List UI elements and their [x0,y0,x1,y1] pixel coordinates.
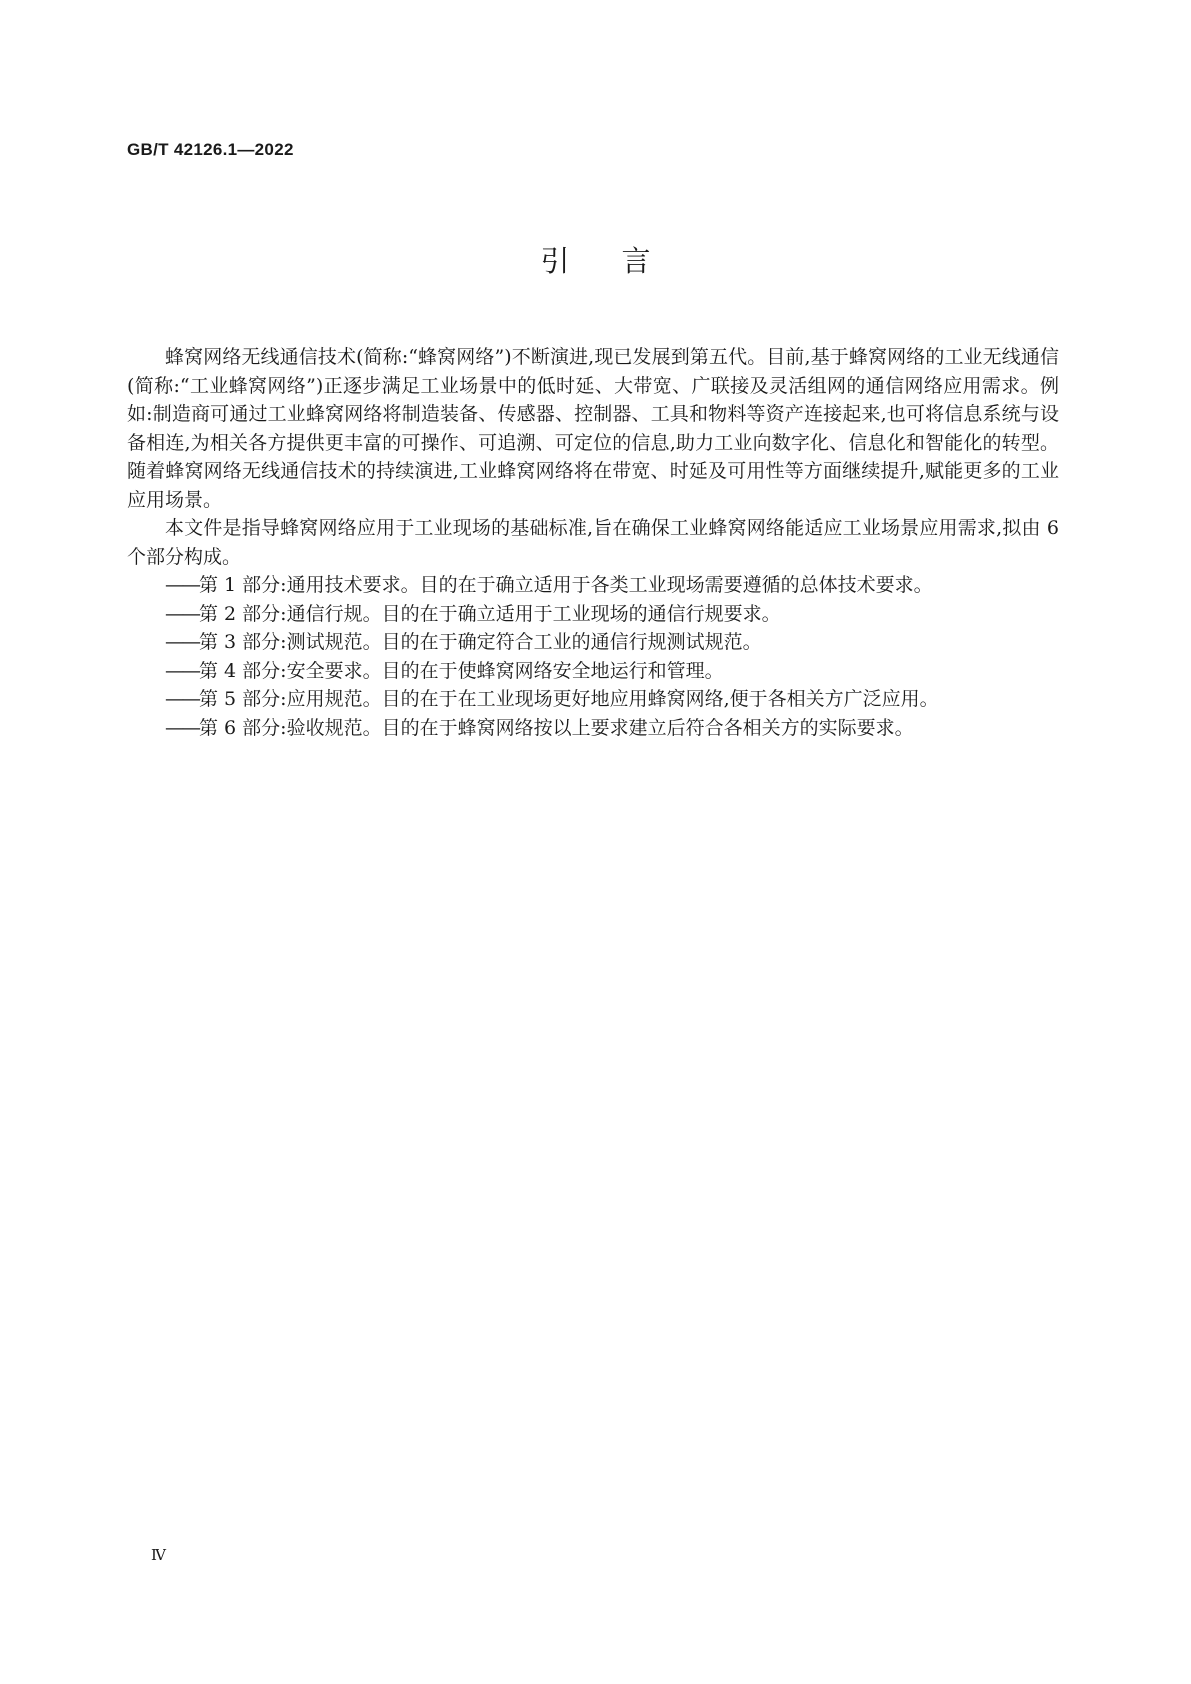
list-item-text: 第 6 部分:验收规范。目的在于蜂窝网络按以上要求建立后符合各相关方的实际要求。 [199,716,914,739]
list-item-text: 第 4 部分:安全要求。目的在于使蜂窝网络安全地运行和管理。 [199,659,724,682]
parts-list [127,571,1059,742]
list-item-text: 第 3 部分:测试规范。目的在于确定符合工业的通信行规测试规范。 [199,631,762,653]
body-text [127,343,1059,742]
list-dash: —— [165,716,199,739]
list-item [127,600,1059,629]
list-dash: —— [165,659,199,682]
list-item-text: 第 2 部分:通信行规。目的在于确立适用于工业现场的通信行规要求。 [199,602,781,625]
intro-paragraph: 蜂窝网络无线通信技术(简称:“蜂窝网络”)不断演进,现已发展到第五代。目前,基于蜂窝网络的工业无线通信(简称:“工业蜂窝网络”)正逐步满足工业场景中的低时延、大带宽、广联接及灵活组网的通信网络应用需求。例如:制造商可通过工业蜂窝网络将制造装备、传感器、控制器、工具和物料等资产连接起来,也可将信息系统与设备相连,为相关各方提供更丰富的可操作、可追溯、可定位的信息,助力工业向数字化、信息化和智能化的转型。随着蜂窝网络无线通信技术的持续演进,工业蜂窝网络将在带宽、时延及可用性等方面继续提升,赋能更多的工业应用场景。 [127,346,1059,511]
list-dash: —— [165,574,199,596]
page-number: Ⅳ [151,1546,166,1564]
intro-paragraph: 本文件是指导蜂窝网络应用于工业现场的基础标准,旨在确保工业蜂窝网络能适应工业场景应用需求,拟由 6 个部分构成。 [127,517,1059,568]
list-item [127,628,1059,657]
list-dash: —— [165,631,199,653]
list-item [127,657,1059,686]
list-dash: —— [165,602,199,625]
page-title: 引言 [540,244,703,278]
list-dash: —— [165,688,199,710]
list-item [127,571,1059,600]
list-item [127,685,1059,714]
list-item-text: 第 1 部分:通用技术要求。目的在于确立适用于各类工业现场需要遵循的总体技术要求。 [199,574,933,596]
list-item [127,714,1059,743]
standard-code: GB/T 42126.1—2022 [127,140,294,159]
list-item-text: 第 5 部分:应用规范。目的在于在工业现场更好地应用蜂窝网络,便于各相关方广泛应用。 [199,688,939,710]
